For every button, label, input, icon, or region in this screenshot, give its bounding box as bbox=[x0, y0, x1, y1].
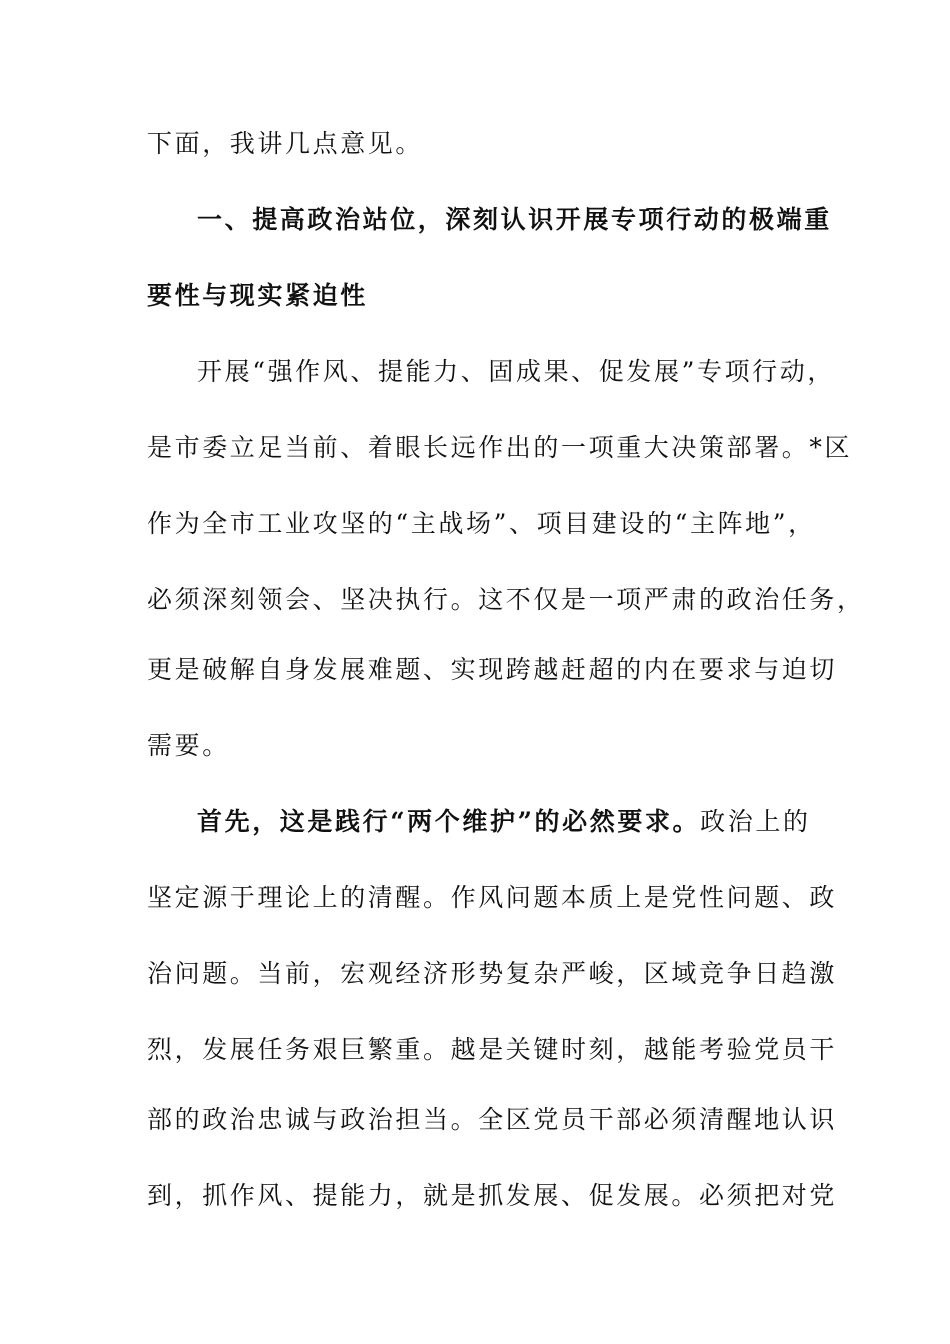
paragraph-line: 烈，发展任务艰巨繁重。越是关键时刻，越能考验党员干 bbox=[147, 1035, 838, 1064]
paragraph-line: 到，抓作风、提能力，就是抓发展、促发展。必须把对党 bbox=[147, 1181, 838, 1210]
bold-lead-sentence: 首先，这是践行“两个维护”的必然要求。 bbox=[197, 807, 701, 836]
paragraph-line: 作为全市工业攻坚的“主战场”、项目建设的“主阵地”， bbox=[147, 509, 816, 538]
section-heading-line-2: 要性与现实紧迫性 bbox=[147, 281, 368, 310]
paragraph-line: 开展“强作风、提能力、固成果、促发展”专项行动， bbox=[197, 357, 835, 386]
text-line-intro: 下面，我讲几点意见。 bbox=[147, 129, 424, 158]
paragraph-line: 是市委立足当前、着眼长远作出的一项重大决策部署。*区 bbox=[147, 433, 853, 462]
paragraph-line: 坚定源于理论上的清醒。作风问题本质上是党性问题、政 bbox=[147, 883, 838, 912]
paragraph-line: 更是破解自身发展难题、实现跨越赶超的内在要求与迫切 bbox=[147, 655, 838, 684]
paragraph-line: 必须深刻领会、坚决执行。这不仅是一项严肃的政治任务， bbox=[147, 585, 865, 614]
section-heading-line-1: 一、提高政治站位，深刻认识开展专项行动的极端重 bbox=[197, 205, 832, 234]
paragraph-line: 需要。 bbox=[147, 731, 230, 760]
paragraph-continuation: 政治上的 bbox=[700, 807, 811, 836]
paragraph-line: 治问题。当前，宏观经济形势复杂严峻，区域竞争日趋激 bbox=[147, 959, 838, 988]
paragraph-line-with-bold-lead bbox=[197, 807, 857, 837]
paragraph-line: 部的政治忠诚与政治担当。全区党员干部必须清醒地认识 bbox=[147, 1105, 838, 1134]
